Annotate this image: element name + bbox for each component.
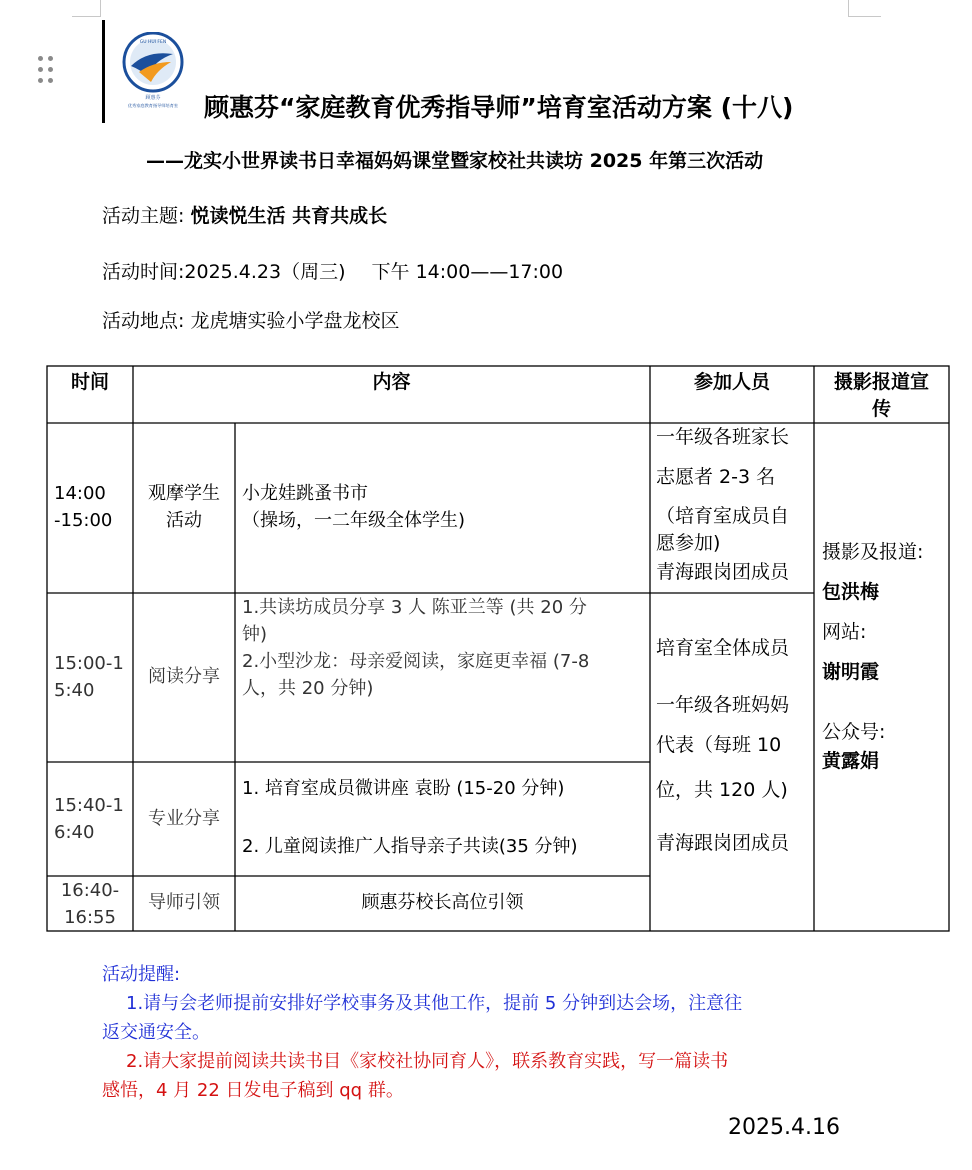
row1-time-line1: 14:00	[54, 483, 106, 504]
row1-content	[242, 480, 647, 534]
row4-time	[47, 877, 133, 931]
header-time: 时间	[70, 371, 109, 393]
place-label: 活动地点:	[102, 310, 185, 332]
row2-content-line1: 1.共读坊成员分享 3 人 陈亚兰等 (共 20 分	[242, 597, 587, 618]
studio-logo	[117, 32, 189, 110]
row1-category-line1: 观摩学生	[148, 483, 220, 504]
info-time	[102, 257, 563, 284]
participant-a-1: 一年级各班家长	[656, 426, 790, 448]
photo-label: 摄影及报道:	[822, 541, 924, 563]
row2-category: 阅读分享	[148, 666, 220, 687]
row2-time-line2: 5:40	[54, 680, 95, 701]
crop-mark-top-left	[72, 0, 101, 17]
wechat-label: 公众号:	[822, 721, 886, 743]
header-content: 内容	[372, 371, 411, 393]
participant-a-2: 志愿者 2-3 名	[656, 466, 776, 488]
participant-b-5: 青海跟岗团成员	[656, 832, 790, 854]
page-subtitle: ——龙实小世界读书日幸福妈妈课堂暨家校社共读坊 2025 年第三次活动	[146, 150, 764, 172]
theme-label: 活动主题:	[102, 205, 185, 227]
participant-b-1: 培育室全体成员	[656, 637, 790, 659]
logo-top-text: GU HUI FEN	[139, 40, 167, 45]
row2-time	[54, 650, 124, 704]
header-accent-bar	[102, 20, 105, 123]
row1-content-line2: （操场，一二年级全体学生)	[242, 510, 466, 531]
reminder-item1-line1: 1.请与会老师提前安排好学校事务及其他工作，提前 5 分钟到达会场，注意往	[126, 993, 743, 1014]
row1-time	[54, 480, 112, 534]
participant-b-4: 位，共 120 人)	[656, 779, 788, 801]
row2-content-line2: 钟)	[242, 624, 268, 645]
reminder-item2-line2: 感悟，4 月 22 日发电子稿到 qq 群。	[102, 1080, 404, 1101]
participant-a-3: （培育室成员自	[656, 505, 790, 527]
participant-b-2: 一年级各班妈妈	[656, 694, 790, 716]
place-value: 龙虎塘实验小学盘龙校区	[190, 310, 400, 332]
header-photo	[814, 369, 949, 423]
participant-b-3: 代表（每班 10	[656, 734, 782, 756]
participant-a-4: 愿参加)	[656, 532, 721, 554]
theme-value: 悦读悦生活 共育共成长	[190, 205, 388, 227]
row2-content-line4: 人，共 20 分钟)	[242, 678, 374, 699]
reminder-heading: 活动提醒:	[102, 964, 181, 985]
photo-report-column	[822, 537, 949, 777]
participant-a-5: 青海跟岗团成员	[656, 561, 790, 583]
time-label: 活动时间:	[102, 261, 185, 283]
reminder-item1-line2: 返交通安全。	[102, 1022, 210, 1043]
row1-category	[133, 480, 235, 534]
row3-content-line2: 2. 儿童阅读推广人指导亲子共读(35 分钟)	[242, 836, 578, 857]
header-photo-line2: 传	[871, 398, 891, 420]
row1-category-line2: 活动	[166, 510, 202, 531]
row3-category: 专业分享	[148, 808, 220, 829]
row3-content-line1: 1. 培育室成员微讲座 袁盼 (15-20 分钟)	[242, 778, 565, 799]
drag-handle-icon[interactable]	[36, 56, 56, 86]
row3-time-line1: 15:40-1	[54, 795, 124, 816]
row4-content: 顾惠芬校长高位引领	[361, 892, 524, 913]
web-label: 网站:	[822, 621, 867, 643]
document-date: 2025.4.16	[728, 1115, 840, 1140]
logo-org-text: 优秀家庭教育指导师培育室	[127, 103, 179, 108]
row2-content-line3: 2.小型沙龙：母亲爱阅读，家庭更幸福 (7-8	[242, 651, 590, 672]
info-theme	[102, 201, 387, 228]
row1-time-line2: -15:00	[54, 510, 113, 531]
row1-content-line1: 小龙娃跳蚤书市	[242, 483, 368, 504]
header-participants: 参加人员	[693, 371, 770, 393]
row4-time-line1: 16:40-	[60, 880, 120, 901]
row2-time-line1: 15:00-1	[54, 653, 124, 674]
participants-group-a	[656, 422, 814, 586]
page-title: 顾惠芬“家庭教育优秀指导师”培育室活动方案 (十八)	[204, 93, 794, 122]
reminder-item2-line1: 2.请大家提前阅读共读书目《家校社协同育人》，联系教育实践，写一篇读书	[126, 1051, 729, 1072]
info-place	[102, 306, 399, 333]
crop-mark-top-right	[848, 0, 881, 17]
time-range: 下午 14:00——17:00	[371, 261, 564, 283]
header-photo-line1: 摄影报道宣	[833, 371, 929, 393]
row4-category: 导师引领	[148, 892, 220, 913]
participants-group-b	[656, 634, 814, 858]
row4-time-line2: 16:55	[64, 907, 116, 928]
time-date: 2025.4.23（周三)	[184, 261, 346, 283]
row3-time-line2: 6:40	[54, 822, 95, 843]
web-name: 谢明霞	[822, 661, 880, 683]
row3-time	[54, 792, 124, 846]
wechat-name: 黄露娟	[822, 750, 880, 772]
photo-name: 包洪梅	[822, 581, 880, 603]
logo-name-text: 顾惠芬	[145, 95, 161, 101]
row2-content	[242, 594, 647, 702]
